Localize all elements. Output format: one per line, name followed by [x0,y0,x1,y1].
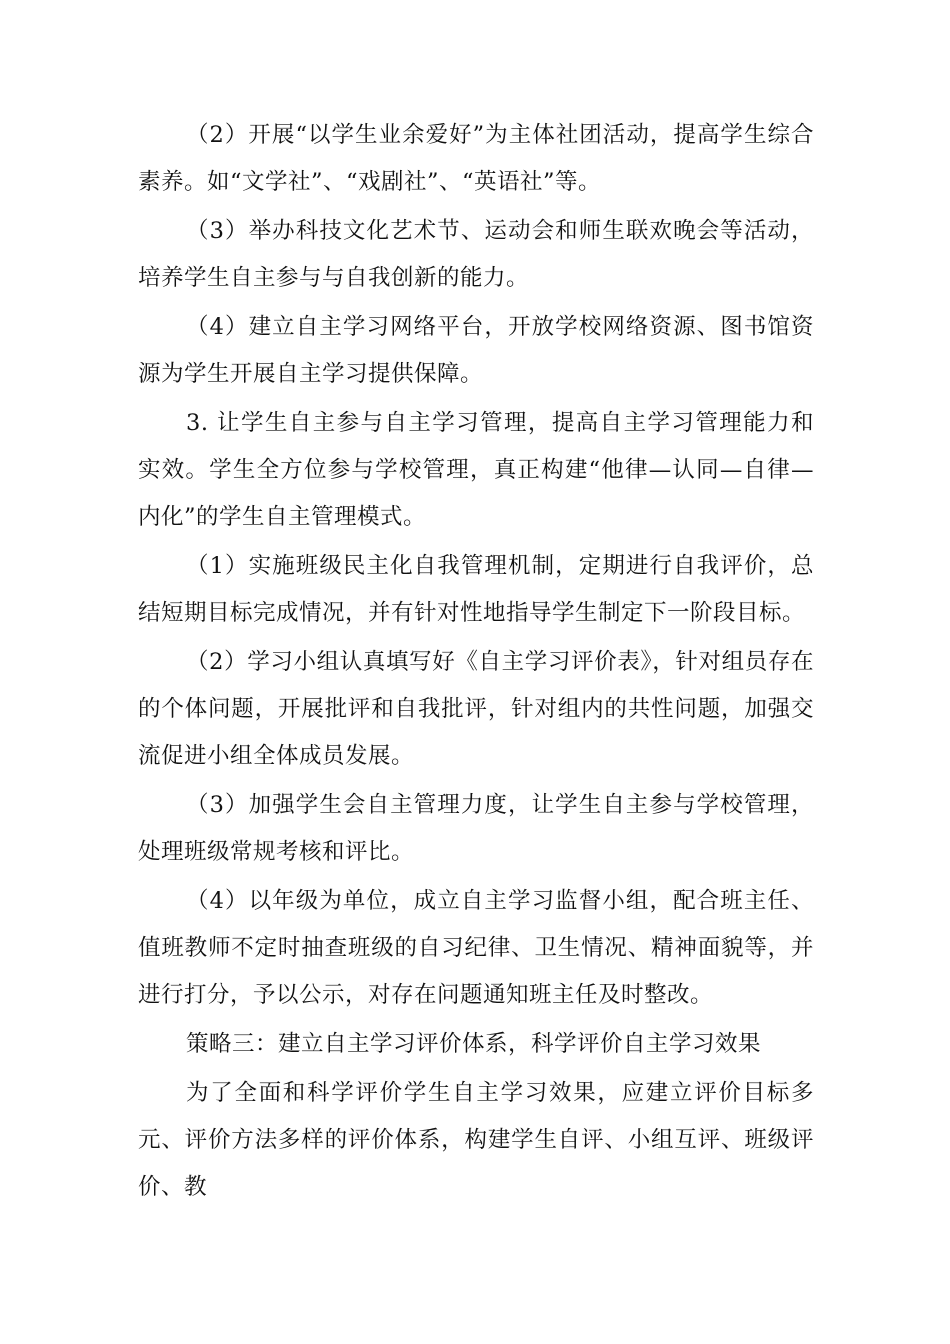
paragraph-1-class-self-management: （1）实施班级民主化自我管理机制，定期进行自我评价，总结短期目标完成情况，并有针对性地指导学生制定下一阶段目标。 [138,553,814,626]
paragraph-2-study-groups: （2）学习小组认真填写好《自主学习评价表》，针对组员存在的个体问题，开展批评和自我批评，针对组内的共性问题，加强交流促进小组全体成员发展。 [138,649,814,769]
paragraph-4-network-platform: （4）建立自主学习网络平台，开放学校网络资源、图书馆资源为学生开展自主学习提供保障。 [138,314,814,387]
paragraph-3-festivals: （3）举办科技文化艺术节、运动会和师生联欢晚会等活动，培养学生自主参与与自我创新的能力。 [138,218,814,291]
document-body [138,112,814,1213]
heading-strategy-three: 策略三：建立自主学习评价体系，科学评价自主学习效果 [186,1031,762,1057]
paragraph-4-supervision-group: （4）以年级为单位，成立自主学习监督小组，配合班主任、值班教师不定时抽查班级的自习纪律、卫生情况、精神面貌等，并进行打分，予以公示，对存在问题通知班主任及时整改。 [138,888,814,1008]
paragraph-2-club-activities: （2）开展“以学生业余爱好”为主体社团活动，提高学生综合素养。如“文学社”、“戏剧社”、“英语社”等。 [138,122,814,195]
paragraph-3-student-union: （3）加强学生会自主管理力度，让学生自主参与学校管理，处理班级常规考核和评比。 [138,792,814,865]
paragraph-evaluation-system: 为了全面和科学评价学生自主学习效果，应建立评价目标多元、评价方法多样的评价体系，构建学生自评、小组互评、班级评价、教 [138,1080,814,1200]
paragraph-section-3-management: 3. 让学生自主参与自主学习管理，提高自主学习管理能力和实效。学生全方位参与学校管理，真正构建“他律—认同—自律—内化”的学生自主管理模式。 [138,410,814,530]
